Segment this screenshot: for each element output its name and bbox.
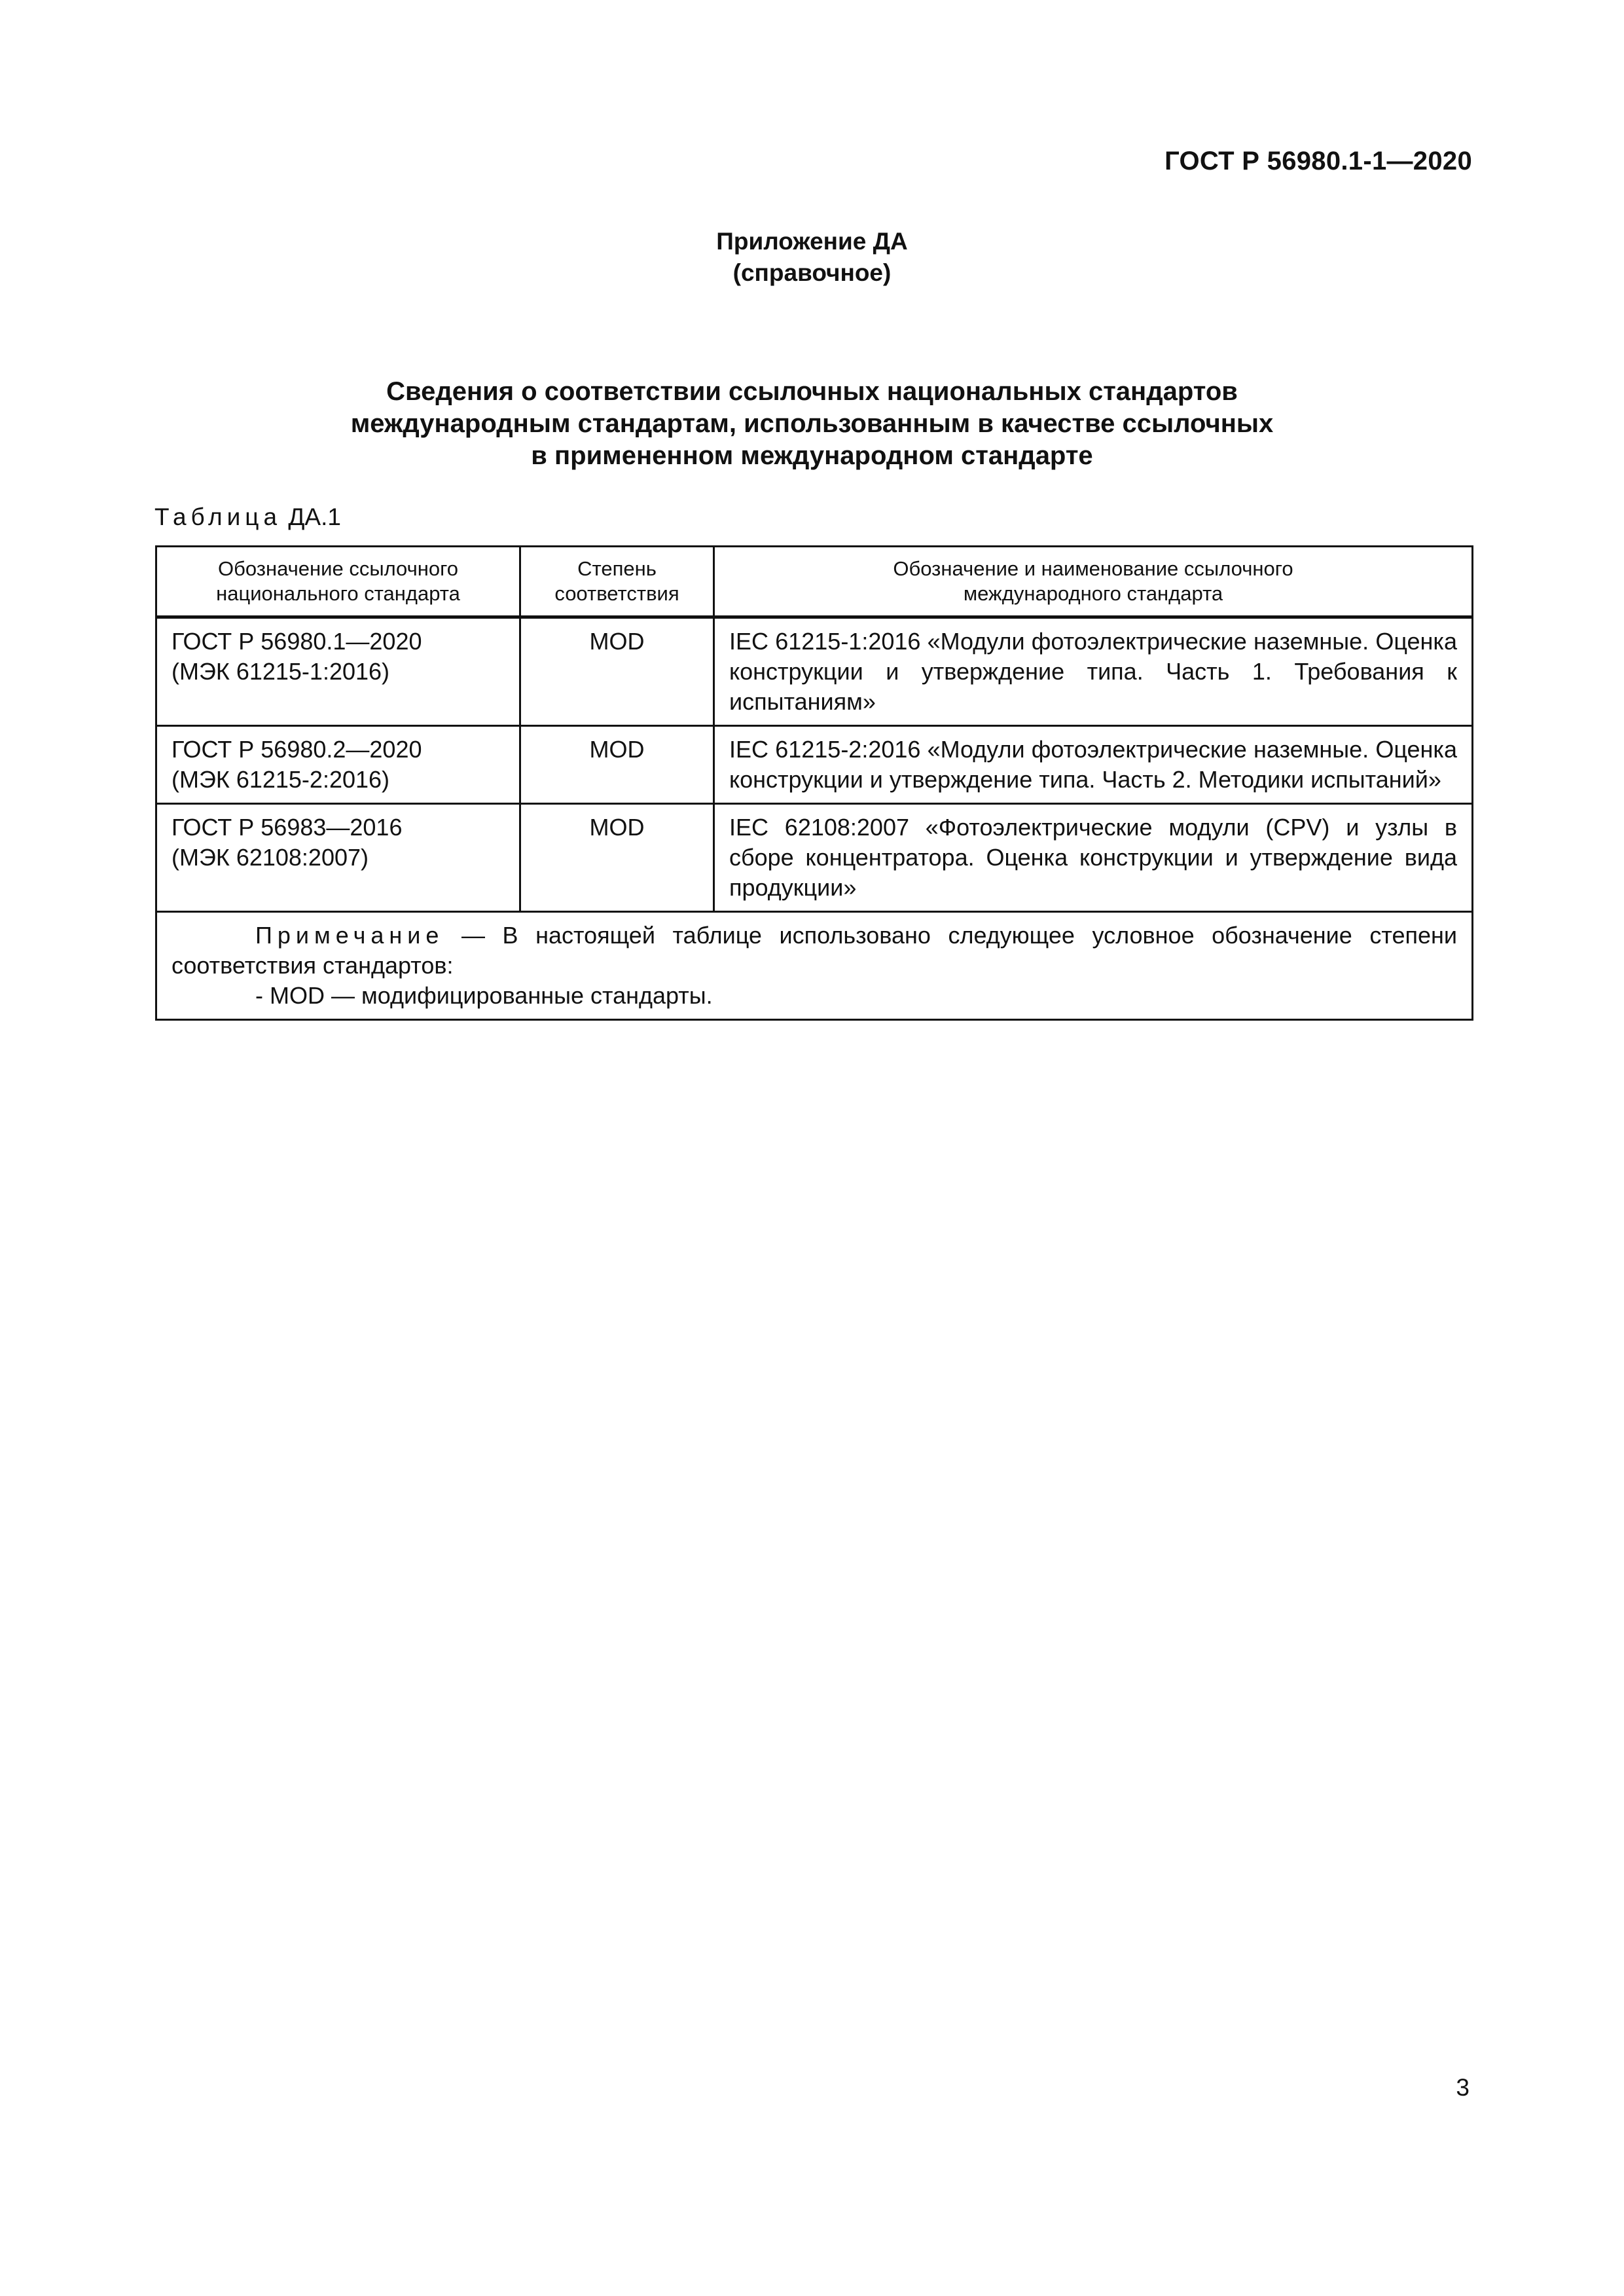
international-standard-cell: IEC 62108:2007 «Фотоэлектрические модули (CPV) и узлы в сборе концентратора. Оценка конструкции и утверждение вида продукции» [714, 804, 1473, 912]
table-row [156, 617, 1473, 726]
degree-cell: MOD [520, 726, 714, 804]
note-text: — В настоящей таблице использовано следующее условное обозначение степени соответствия стандартов: [171, 922, 1457, 979]
national-standard-cell: ГОСТ Р 56980.2—2020 (МЭК 61215-2:2016) [156, 726, 520, 804]
national-standard-cell: ГОСТ Р 56980.1—2020 (МЭК 61215-1:2016) [156, 617, 520, 726]
note-label: Примечание [255, 922, 444, 949]
international-standard-cell: IEC 61215-1:2016 «Модули фотоэлектрические наземные. Оценка конструкции и утверждение типа. Часть 1. Требования к испытаниям» [714, 617, 1473, 726]
appendix-title: Приложение ДА [716, 228, 908, 255]
degree-cell: MOD [520, 804, 714, 912]
appendix-heading [0, 226, 1624, 289]
reference-standards-table [155, 545, 1473, 1021]
header-degree: Степень соответствия [520, 547, 714, 617]
header-international-standard: Обозначение и наименование ссылочного международного стандарта [714, 547, 1473, 617]
table-note-row [156, 912, 1473, 1020]
heading-line-3: в примененном международном стандарте [531, 441, 1093, 470]
national-standard-cell: ГОСТ Р 56983—2016 (МЭК 62108:2007) [156, 804, 520, 912]
header-national-standard: Обозначение ссылочного национального стандарта [156, 547, 520, 617]
section-heading [0, 376, 1624, 472]
table-row [156, 804, 1473, 912]
heading-line-1: Сведения о соответствии ссылочных национальных стандартов [386, 377, 1238, 406]
degree-cell: MOD [520, 617, 714, 726]
page-number: 3 [1456, 2074, 1470, 2101]
table-note [156, 912, 1473, 1020]
note-item: - MOD — модифицированные стандарты. [255, 982, 713, 1009]
table-caption-number: ДА.1 [288, 503, 341, 530]
table-row [156, 726, 1473, 804]
document-code: ГОСТ Р 56980.1-1—2020 [1164, 147, 1472, 175]
table-caption [154, 503, 341, 532]
heading-line-2: международным стандартам, использованным в качестве ссылочных [350, 409, 1274, 438]
table-header-row [156, 547, 1473, 617]
table-caption-word: Таблица [154, 503, 282, 530]
international-standard-cell: IEC 61215-2:2016 «Модули фотоэлектрические наземные. Оценка конструкции и утверждение типа. Часть 2. Методики испытаний» [714, 726, 1473, 804]
appendix-subtitle: (справочное) [732, 259, 892, 286]
